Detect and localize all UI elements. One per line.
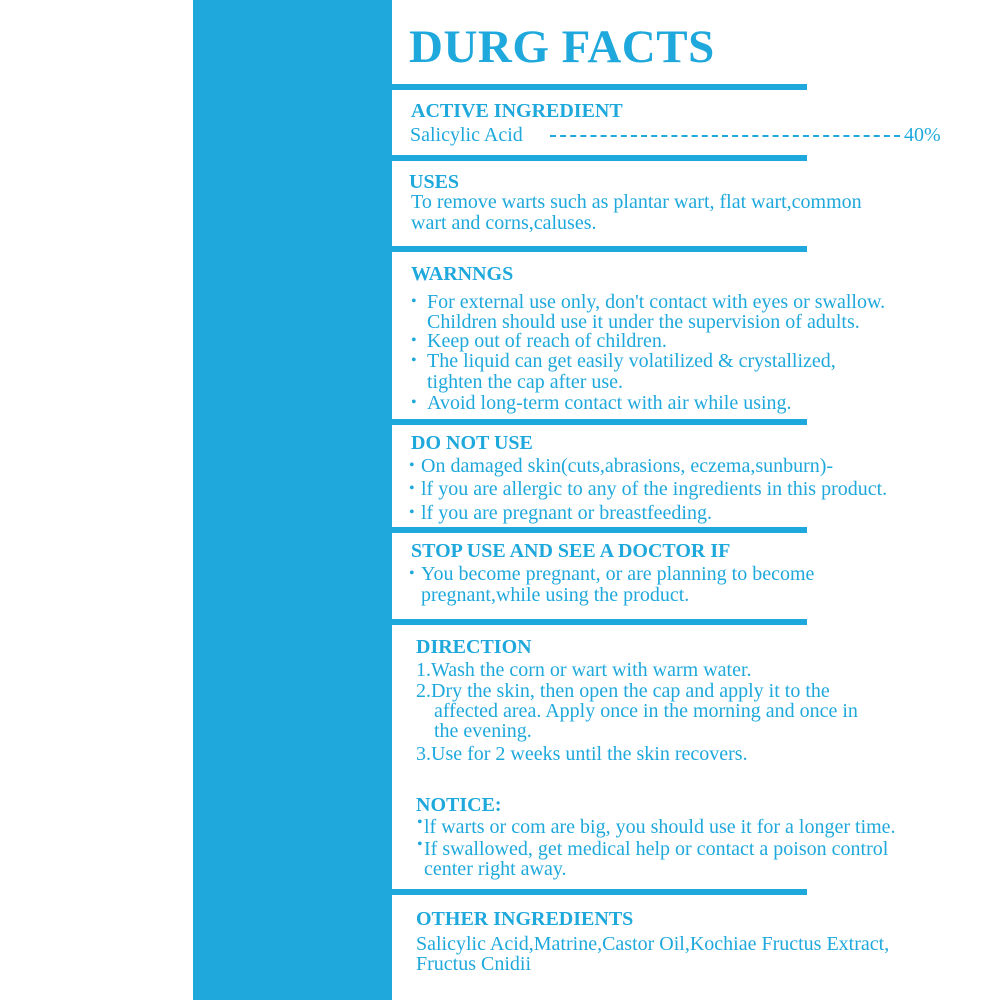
- warning-line: Children should use it under the supervision of adults.: [427, 311, 860, 333]
- bullet-icon: •: [409, 457, 415, 474]
- stop-use-line: You become pregnant, or are planning to become: [421, 563, 815, 585]
- direction-line: affected area. Apply once in the morning and once in: [434, 700, 858, 722]
- bullet-icon: •: [417, 836, 423, 853]
- do-not-use-line: lf you are allergic to any of the ingredients in this product.: [421, 478, 888, 500]
- direction-section: [392, 625, 994, 889]
- direction-heading: DIRECTION: [416, 636, 532, 658]
- warning-line: Keep out of reach of children.: [427, 330, 667, 352]
- uses-line: To remove warts such as plantar wart, flat wart,common: [411, 191, 862, 213]
- dotted-leader: [550, 135, 900, 137]
- warning-line: For external use only, don't contact with eyes or swallow.: [427, 291, 886, 313]
- notice-line: If swallowed, get medical help or contact a poison control: [424, 838, 889, 860]
- title-section: [392, 0, 994, 84]
- bullet-icon: •: [409, 565, 415, 582]
- direction-line: 1.Wash the corn or wart with warm water.: [416, 659, 752, 681]
- direction-line: 2.Dry the skin, then open the cap and apply it to the: [416, 680, 830, 702]
- page-title: DURG FACTS: [409, 21, 715, 73]
- uses-line: wart and corns,caluses.: [411, 212, 597, 234]
- other-ingredients-line: Salicylic Acid,Matrine,Castor Oil,Kochiae Fructus Extract,: [416, 933, 890, 955]
- bullet-icon: •: [411, 394, 417, 411]
- warning-line: Avoid long-term contact with air while using.: [427, 392, 792, 414]
- warnings-heading: WARNNGS: [411, 263, 514, 285]
- notice-heading: NOTICE:: [416, 794, 502, 816]
- other-ingredients-heading: OTHER INGREDIENTS: [416, 908, 634, 930]
- active-ingredient-heading: ACTIVE INGREDIENT: [411, 100, 623, 122]
- active-ingredient-amount: 40%: [904, 124, 941, 146]
- do-not-use-line: On damaged skin(cuts,abrasions, eczema,sunburn)-: [421, 455, 834, 477]
- stop-use-section: [392, 533, 994, 619]
- bullet-icon: •: [417, 814, 423, 831]
- bullet-icon: •: [409, 480, 415, 497]
- do-not-use-heading: DO NOT USE: [411, 432, 533, 454]
- active-ingredient-section: [392, 90, 994, 155]
- warnings-section: [392, 252, 994, 419]
- other-ingredients-line: Fructus Cnidii: [416, 953, 532, 975]
- bullet-icon: •: [409, 504, 415, 521]
- do-not-use-section: [392, 425, 994, 527]
- direction-line: the evening.: [434, 720, 532, 742]
- bullet-icon: •: [411, 352, 417, 369]
- direction-line: 3.Use for 2 weeks until the skin recovers.: [416, 743, 748, 765]
- stop-use-line: pregnant,while using the product.: [421, 584, 690, 606]
- stop-use-heading: STOP USE AND SEE A DOCTOR IF: [411, 540, 731, 562]
- do-not-use-line: lf you are pregnant or breastfeeding.: [421, 502, 712, 524]
- uses-section: [392, 161, 994, 246]
- notice-line: center right away.: [424, 858, 567, 880]
- drug-facts-label: [193, 0, 941, 1000]
- bullet-icon: •: [411, 293, 417, 310]
- other-ingredients-section: [392, 895, 994, 1000]
- notice-line: lf warts or com are big, you should use it for a longer time.: [424, 816, 896, 838]
- warning-line: tighten the cap after use.: [427, 371, 624, 393]
- bullet-icon: •: [411, 332, 417, 349]
- warning-line: The liquid can get easily volatilized & crystallized,: [427, 350, 836, 372]
- active-ingredient-name: Salicylic Acid: [410, 124, 523, 146]
- uses-heading: USES: [409, 171, 460, 193]
